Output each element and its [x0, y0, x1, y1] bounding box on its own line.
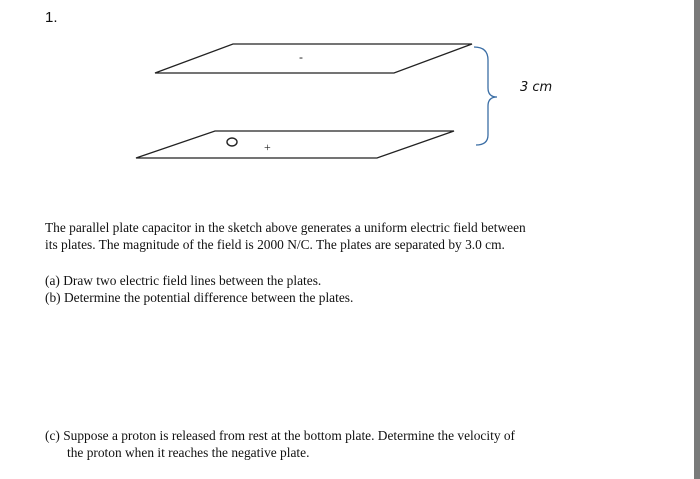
part-a: (a) Draw two electric field lines between the plates. [45, 273, 322, 288]
top-plate [155, 44, 472, 73]
bottom-plate-sign: + [264, 140, 271, 154]
scrollbar[interactable] [694, 0, 700, 479]
bottom-plate [136, 131, 454, 158]
problem-statement [45, 219, 605, 253]
part-c-line-1: (c) Suppose a proton is released from rest at the bottom plate. Determine the velocity of [45, 428, 516, 443]
question-part-c [45, 427, 605, 461]
separation-brace [474, 47, 497, 145]
proton-circle [227, 138, 237, 146]
question-number: 1. [45, 9, 58, 26]
separation-label: 3 cm [520, 80, 553, 95]
problem-statement-line-2: its plates. The magnitude of the field is 2000 N/C. The plates are separated by 3.0 cm. [45, 237, 505, 252]
part-c-line-2: the proton when it reaches the negative plate. [67, 445, 310, 460]
question-parts-ab [45, 272, 353, 306]
problem-statement-line-1: The parallel plate capacitor in the sketch above generates a uniform electric field between [45, 220, 526, 235]
part-b: (b) Determine the potential difference between the plates. [45, 290, 354, 305]
capacitor-diagram [0, 0, 700, 200]
top-plate-sign: - [299, 50, 303, 64]
